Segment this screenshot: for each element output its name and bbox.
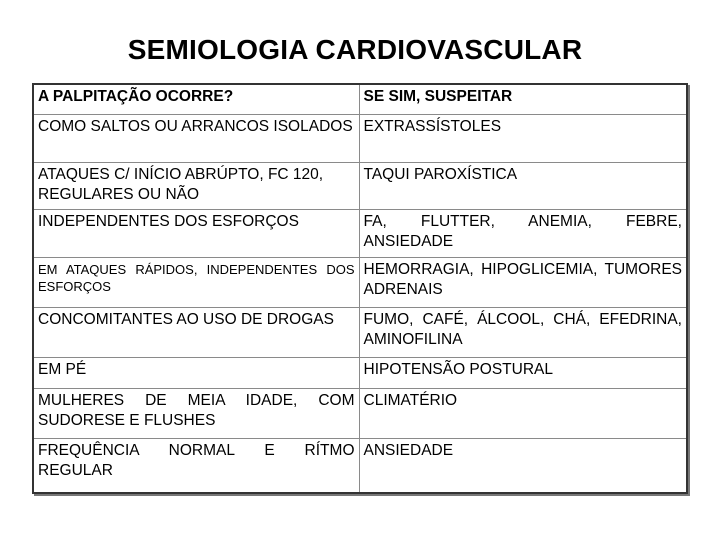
table-row	[34, 307, 686, 357]
row-suspect-cell: EXTRASSÍSTOLES	[359, 114, 686, 162]
row-condition-cell: MULHERES DE MEIA IDADE, COM SUDORESE E FLUSHES	[34, 388, 359, 438]
table-row	[34, 162, 686, 209]
row-condition-cell: ATAQUES C/ INÍCIO ABRÚPTO, FC 120, REGULARES OU NÃO	[34, 162, 359, 209]
palpitation-table	[32, 83, 688, 494]
row-suspect-cell: HEMORRAGIA, HIPOGLICEMIA, TUMORES ADRENAIS	[359, 257, 686, 307]
row-condition-cell: COMO SALTOS OU ARRANCOS ISOLADOS	[34, 114, 359, 162]
row-condition-cell: CONCOMITANTES AO USO DE DROGAS	[34, 307, 359, 357]
header-cell-suspect: SE SIM, SUSPEITAR	[359, 85, 686, 114]
table-row	[34, 209, 686, 257]
row-suspect-cell: TAQUI PAROXÍSTICA	[359, 162, 686, 209]
table-row	[34, 114, 686, 162]
row-condition-cell: FREQUÊNCIA NORMAL E RÍTMO REGULAR	[34, 438, 359, 492]
table-row	[34, 388, 686, 438]
row-suspect-cell: CLIMATÉRIO	[359, 388, 686, 438]
header-cell-question: A PALPITAÇÃO OCORRE?	[34, 85, 359, 114]
row-condition-cell: EM ATAQUES RÁPIDOS, INDEPENDENTES DOS ESFORÇOS	[34, 257, 359, 307]
table-header-row	[34, 85, 686, 114]
row-suspect-cell: FA, FLUTTER, ANEMIA, FEBRE, ANSIEDADE	[359, 209, 686, 257]
table-row	[34, 438, 686, 492]
table-row	[34, 357, 686, 388]
table	[34, 85, 686, 492]
row-suspect-cell: FUMO, CAFÉ, ÁLCOOL, CHÁ, EFEDRINA, AMINOFILINA	[359, 307, 686, 357]
table-row	[34, 257, 686, 307]
row-condition-cell: EM PÉ	[34, 357, 359, 388]
row-suspect-cell: ANSIEDADE	[363, 441, 454, 459]
row-suspect-cell: HIPOTENSÃO POSTURAL	[359, 357, 686, 388]
slide-title: SEMIOLOGIA CARDIOVASCULAR	[127, 34, 583, 65]
row-condition-cell: INDEPENDENTES DOS ESFORÇOS	[34, 209, 359, 257]
